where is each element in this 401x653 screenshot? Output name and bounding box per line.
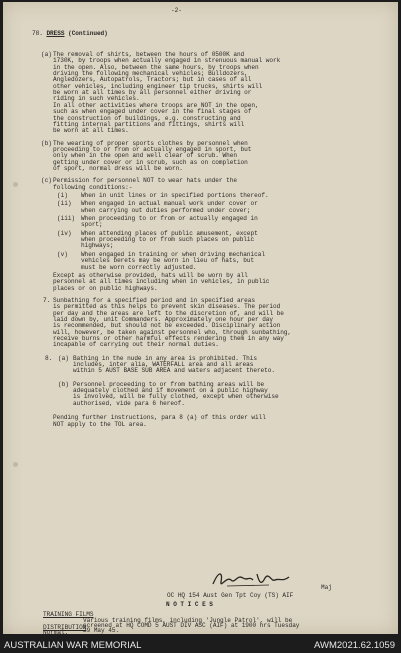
punch-hole [13, 462, 18, 467]
section-heading: DISTRIBUTION [43, 624, 87, 631]
text-line: Angledozers, Autopatrols, Tractors; but in cases of all [53, 76, 252, 84]
text-line: following conditions:- [53, 183, 133, 191]
para-label: (b) [41, 139, 52, 147]
section-title: DRESS [46, 30, 65, 37]
signature-block: OC HQ 154 Aust Gen Tpt Coy (TS) AIF [167, 592, 294, 599]
text-line: Pending further instructions, para 8 (a) of this order will [53, 414, 266, 422]
archive-reference: AWM2021.62.1059 [314, 640, 395, 651]
item-label: (iv) [57, 229, 72, 237]
text-line: When attending places of public amusement, except [81, 229, 258, 237]
para-label: (b) [58, 380, 69, 388]
text-line: When proceeding to or from or actually engaged in [81, 215, 258, 223]
section-subtitle: (Continued) [68, 30, 108, 37]
text-line: 29 May 45. [83, 627, 120, 634]
text-line: When engaged in training or when driving mechanical [81, 250, 265, 258]
text-line: Personnel proceeding to or from bathing areas will be [73, 380, 265, 388]
text-line: includes, inter alia, WATERFALL area and all areas [73, 361, 254, 369]
item-label: (v) [57, 250, 68, 258]
para-label: (a) [58, 354, 69, 362]
section-number: 78. [32, 30, 43, 37]
text-line: other vehicles, including engineer tip trucks, shirts will [53, 82, 263, 90]
text-line: When engaged in actual manual work under cover or [81, 200, 258, 208]
text-line: vehicles berets may be worn in lieu of hats, but [81, 257, 255, 265]
notices-title: N O T I C E S [166, 601, 213, 608]
text-line: In all other activities where troops are NOT in the open, [53, 101, 259, 109]
text-line: Except as otherwise provided, hats will be worn by all [53, 271, 248, 279]
text-line: getting under cover or in scrub, such as on completion [53, 158, 248, 166]
text-line: of sport, normal dress will be worn. [53, 164, 183, 172]
text-line: be worn at all times. [53, 127, 129, 135]
para-number: 8. [45, 354, 53, 362]
text-line: incapable of carrying out their normal duties. [53, 341, 219, 349]
item-label: (ii) [57, 200, 72, 208]
text-line: laid down by, unit Commanders. Approximately one hour per day [53, 315, 274, 323]
text-line: driving the following mechanical vehicles; Bulldozers, [53, 70, 248, 78]
text-line: NOT apply to the TOL area. [53, 421, 147, 429]
text-line: be worn at all times by all personnel either driving or [53, 89, 252, 97]
text-line: authorised, vide para 6 hereof. [73, 399, 185, 407]
text-line: the construction of buildings, e.g. constructing and [53, 114, 241, 122]
text-line: such as when engaged under cover in the final stages of [53, 108, 252, 116]
text-line: sport; [81, 221, 103, 229]
punch-hole [13, 182, 18, 187]
section-heading: TRAINING FILMS [43, 611, 94, 618]
distribution-value: Normal. [43, 629, 69, 634]
text-line: must be worn correctly adjusted. [81, 263, 197, 271]
text-line: is recommended, but should not be exceeded. Disciplinary action [53, 322, 281, 330]
text-line: within 5 AUST BASE SUB AREA and waters adjacent thereto. [73, 367, 275, 375]
text-line: highways; [81, 242, 114, 250]
text-line: screened at HQ COMD 5 AUST DIV ASC (AIF) at 1900 hrs Tuesday [83, 622, 300, 630]
signature-rank: Maj [321, 584, 332, 591]
text-line: riding in such vehicles. [53, 95, 140, 103]
para-label: (c) [41, 177, 52, 185]
text-line: The wearing of proper sports clothes by personnel when [53, 139, 248, 147]
para-number: 7. [43, 296, 51, 304]
text-line: Various training films, including 'Jungle Patrol', will be [83, 617, 293, 624]
section-heading [32, 31, 108, 38]
text-line: personnel at all times including when in vehicles, in public [53, 278, 270, 286]
text-line: Permission for personnel NOT to wear hats under the [53, 177, 237, 185]
text-line: only when in the open and well clear of scrub. When [53, 152, 237, 160]
page-number: -2- [171, 7, 182, 14]
text-line: when proceeding to or from such places on public [81, 236, 255, 244]
text-line: per day and the areas are left to the discretion of, and will be [53, 309, 284, 317]
handwritten-signature [209, 568, 295, 594]
text-line: 1730K, by troops when actually engaged in strenuous manual work [53, 57, 281, 65]
item-label: (iii) [57, 215, 76, 223]
text-line: When in unit lines or in specified portions thereof. [81, 192, 269, 199]
text-line: will, however, be taken against personnel who, through sunbathing, [53, 328, 292, 336]
document-page [3, 2, 398, 634]
text-line: when carrying out duties performed under cover; [81, 206, 251, 214]
item-label: (i) [57, 192, 68, 199]
text-line: The removal of shirts, between the hours of 0500K and [53, 51, 245, 58]
archive-footer [0, 636, 401, 653]
text-line: Sunbathing for a specified period and in specified areas [53, 296, 255, 304]
text-line: proceeding to or from or actually engaged in sport, but [53, 145, 252, 153]
text-line: adequately clothed and if movement on a public highway [73, 387, 268, 395]
text-line: Bathing in the nude in any area is prohibited. This [73, 354, 257, 362]
para-label: (a) [41, 51, 52, 58]
text-line: is involved, will be fully clothed, except when otherwise [73, 393, 279, 401]
text-line: is permitted as this helps to prevent skin diseases. The period [53, 303, 281, 311]
text-line: in the open. Also, between the same hours, by troops when [53, 63, 259, 71]
text-line: receive burns or other harmful effects rendering them in any way [53, 335, 284, 342]
archive-name: AUSTRALIAN WAR MEMORIAL [4, 640, 142, 651]
text-line: places or on public highways. [53, 284, 158, 292]
text-line: fitting internal partitions and fittings, shirts will [53, 120, 245, 128]
